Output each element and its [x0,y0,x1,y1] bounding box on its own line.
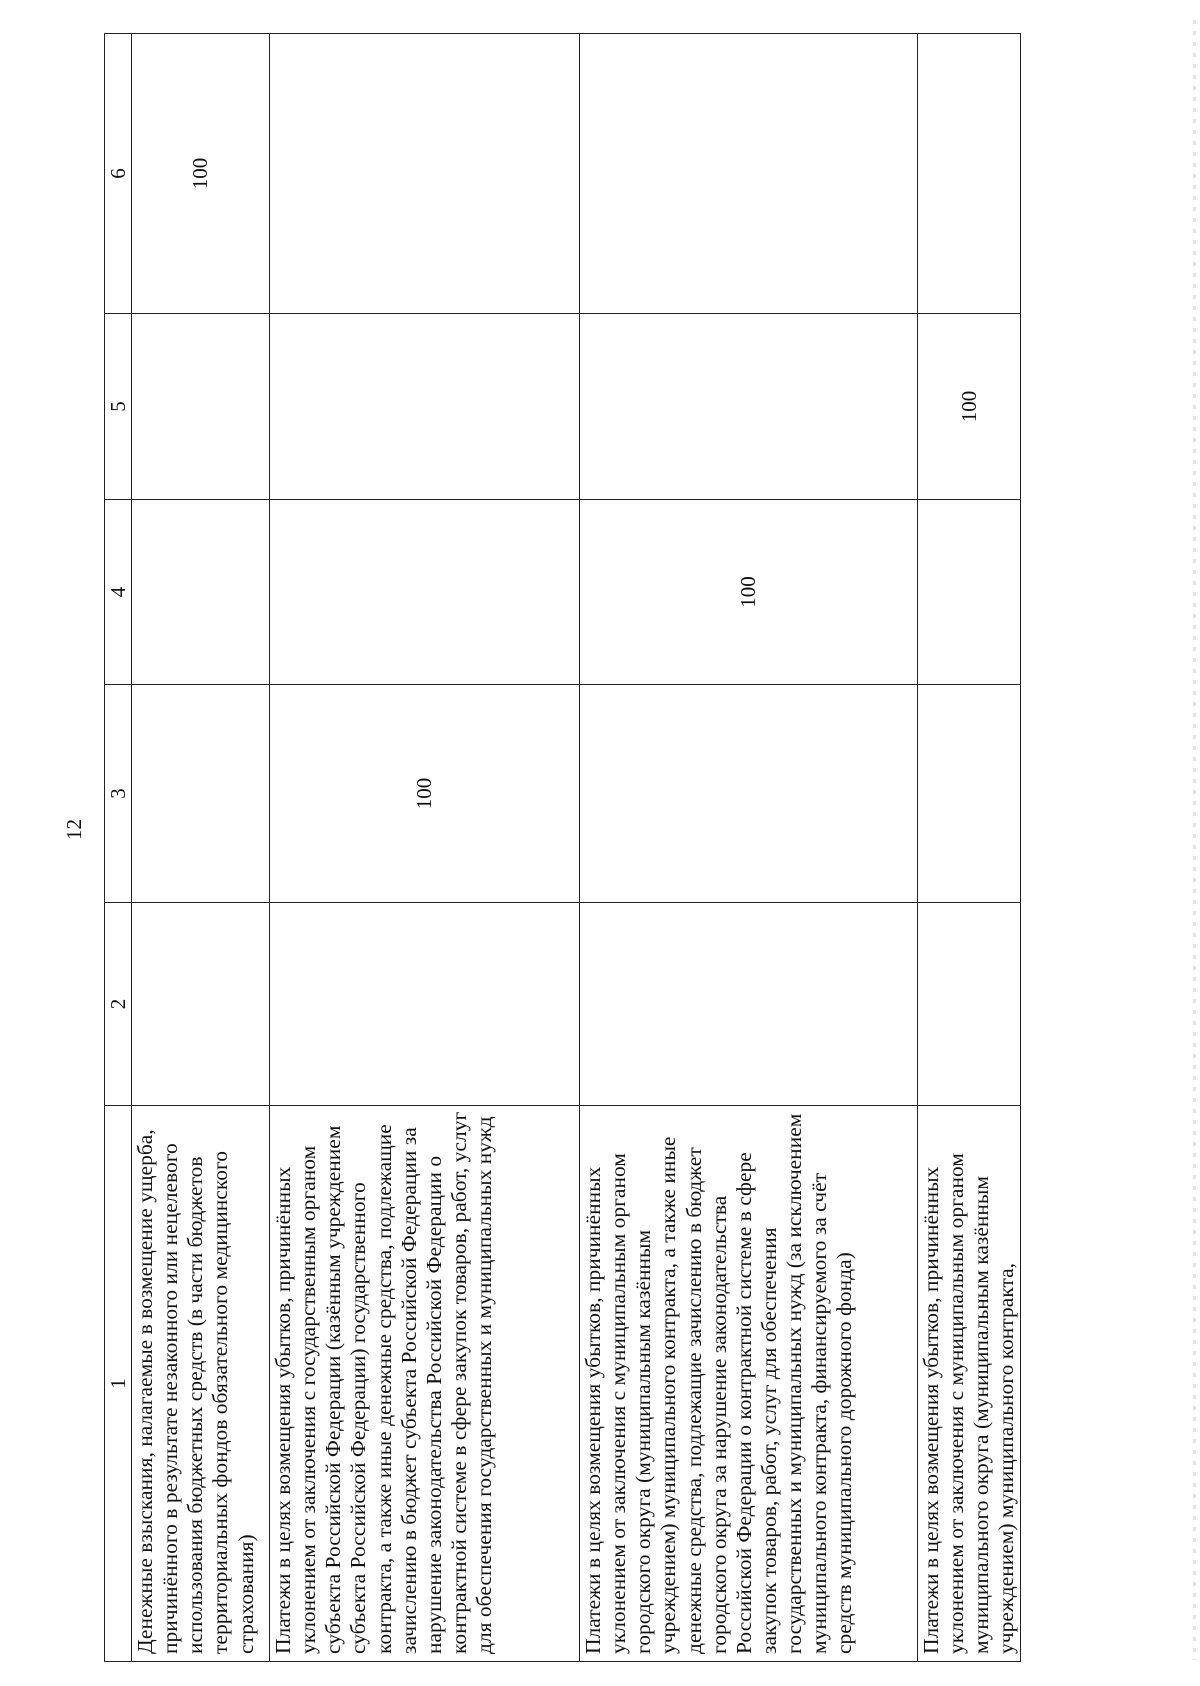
row-value-col5 [132,314,270,500]
row-value-col5 [580,314,918,500]
column-header-5: 5 [105,314,132,500]
table-row [580,34,918,1662]
page-number [62,812,86,846]
scan-edge-noise [1193,20,1196,1660]
column-header-4: 4 [105,500,132,685]
row-value-col3 [580,685,918,903]
row-description: Платежи в целях возмещения убытков, причинённых уклонением от заключения с муниципальным органом городского округа (муниципальным казённым учреждением) муниципального контракта, а также иные денежные средства, подлежащие зачислению в бюджет городского округа за нарушение законодательства Российской Федерации о контрактной системе в сфере закупок товаров, работ, услуг для обеспечения государственных и муниципальных нужд (за исключением муниципального контракта, финансируемого за счёт средств муниципального дорожного фонда) [580,1106,918,1662]
row-description: Платежи в целях возмещения убытков, причинённых уклонением от заключения с муниципальным органом муниципального округа (муниципальным казённым учреждением) муниципального контракта, [918,1106,1021,1662]
row-value-col6 [270,34,580,314]
table-header-row [105,34,132,1662]
row-value-col3 [132,685,270,903]
row-value-col3: 100 [270,685,580,903]
row-value-col2 [132,903,270,1106]
column-header-2: 2 [105,903,132,1106]
row-description: Платежи в целях возмещения убытков, причинённых уклонением от заключения с государственным органом субъекта Российской Федерации (казённым учреждением субъекта Российской Федерации) государственного контракта, а также иные денежные средства, подлежащие зачислению в бюджет субъекта Российской Федерации за нарушение законодательства Российской Федерации о контрактной системе в сфере закупок товаров, работ, услуг для обеспечения государственных и муниципальных нужд [270,1106,580,1662]
table-row [132,34,270,1662]
row-description: Денежные взыскания, налагаемые в возмещение ущерба, причинённого в результате незаконного или нецелевого использования бюджетных средств (в части бюджетов территориальных фондов обязательного медицинского страхования) [132,1106,270,1662]
revenue-distribution-table [104,34,1019,1662]
table [104,33,1021,1662]
row-value-col5 [270,314,580,500]
row-value-col2 [270,903,580,1106]
table-row [918,34,1021,1662]
row-value-col4 [270,500,580,685]
page-number-text: 12 [61,818,86,840]
row-value-col4 [132,500,270,685]
column-header-3: 3 [105,685,132,903]
row-value-col6: 100 [132,34,270,314]
row-value-col2 [918,903,1021,1106]
row-value-col4 [918,500,1021,685]
row-value-col4: 100 [580,500,918,685]
row-value-col5: 100 [918,314,1021,500]
row-value-col2 [580,903,918,1106]
table-row [270,34,580,1662]
column-header-1: 1 [105,1106,132,1662]
row-value-col3 [918,685,1021,903]
row-value-col6 [918,34,1021,314]
row-value-col6 [580,34,918,314]
column-header-6: 6 [105,34,132,314]
